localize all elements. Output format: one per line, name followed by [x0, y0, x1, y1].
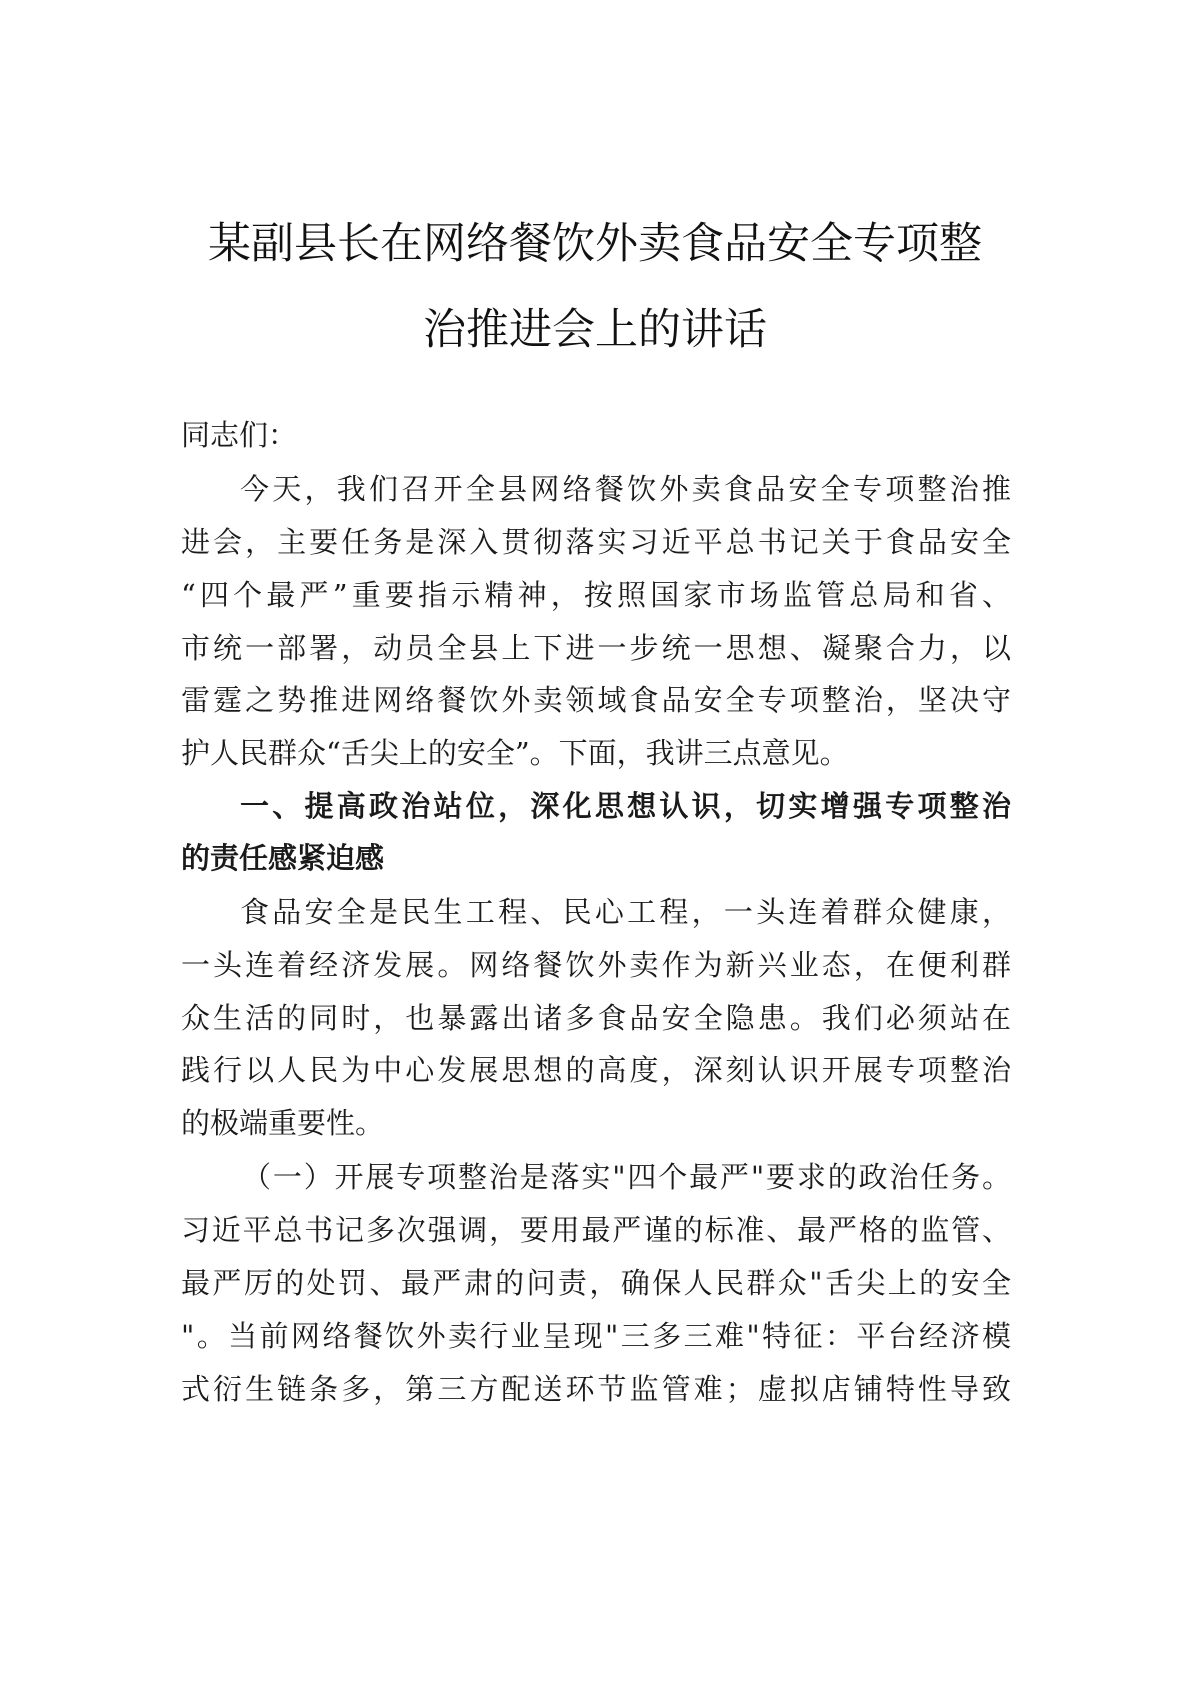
intro-line: 雷霆之势推进网络餐饮外卖领域食品安全专项整治，坚决守: [181, 683, 1011, 717]
subsection-1-line: "。当前网络餐饮外卖行业呈现"三多三难"特征：平台经济模: [181, 1319, 1011, 1353]
section-1-paragraph-line: 一头连着经济发展。网络餐饮外卖作为新兴业态，在便利群: [181, 948, 1011, 982]
subsection-1-line: 最严厉的处罚、最严肃的问责，确保人民群众"舌尖上的安全: [181, 1266, 1011, 1300]
intro-line: 进会，主要任务是深入贯彻落实习近平总书记关于食品安全: [181, 525, 1011, 559]
subsection-1-line: （一）开展专项整治是落实"四个最严"要求的政治任务。: [242, 1160, 1011, 1194]
intro-line: 护人民群众“舌尖上的安全”。下面，我讲三点意见。: [181, 736, 849, 770]
document-title-line-1: 某副县长在网络餐饮外卖食品安全专项整: [208, 219, 982, 269]
section-1-paragraph-line: 食品安全是民生工程、民心工程，一头连着群众健康，: [240, 895, 1011, 929]
subsection-1-line: 习近平总书记多次强调，要用最严谨的标准、最严格的监管、: [181, 1213, 1011, 1247]
intro-line: 市统一部署，动员全县上下进一步统一思想、凝聚合力，以: [181, 631, 1011, 665]
section-1-heading: 的责任感紧迫感: [181, 841, 385, 875]
intro-line: 今天，我们召开全县网络餐饮外卖食品安全专项整治推: [240, 472, 1011, 506]
document-title-line-2: 治推进会上的讲话: [423, 305, 767, 355]
section-1-paragraph-line: 的极端重要性。: [181, 1106, 385, 1140]
salutation: 同志们：: [181, 418, 298, 452]
section-1-paragraph-line: 践行以人民为中心发展思想的高度，深刻认识开展专项整治: [181, 1053, 1011, 1087]
subsection-1-line: 式衍生链条多，第三方配送环节监管难；虚拟店铺特性导致: [181, 1372, 1011, 1406]
intro-line: “四个最严”重要指示精神，按照国家市场监管总局和省、: [181, 578, 1011, 612]
section-1-heading: 一、提高政治站位，深化思想认识，切实增强专项整治: [240, 789, 1011, 823]
section-1-paragraph-line: 众生活的同时，也暴露出诸多食品安全隐患。我们必须站在: [181, 1001, 1011, 1035]
